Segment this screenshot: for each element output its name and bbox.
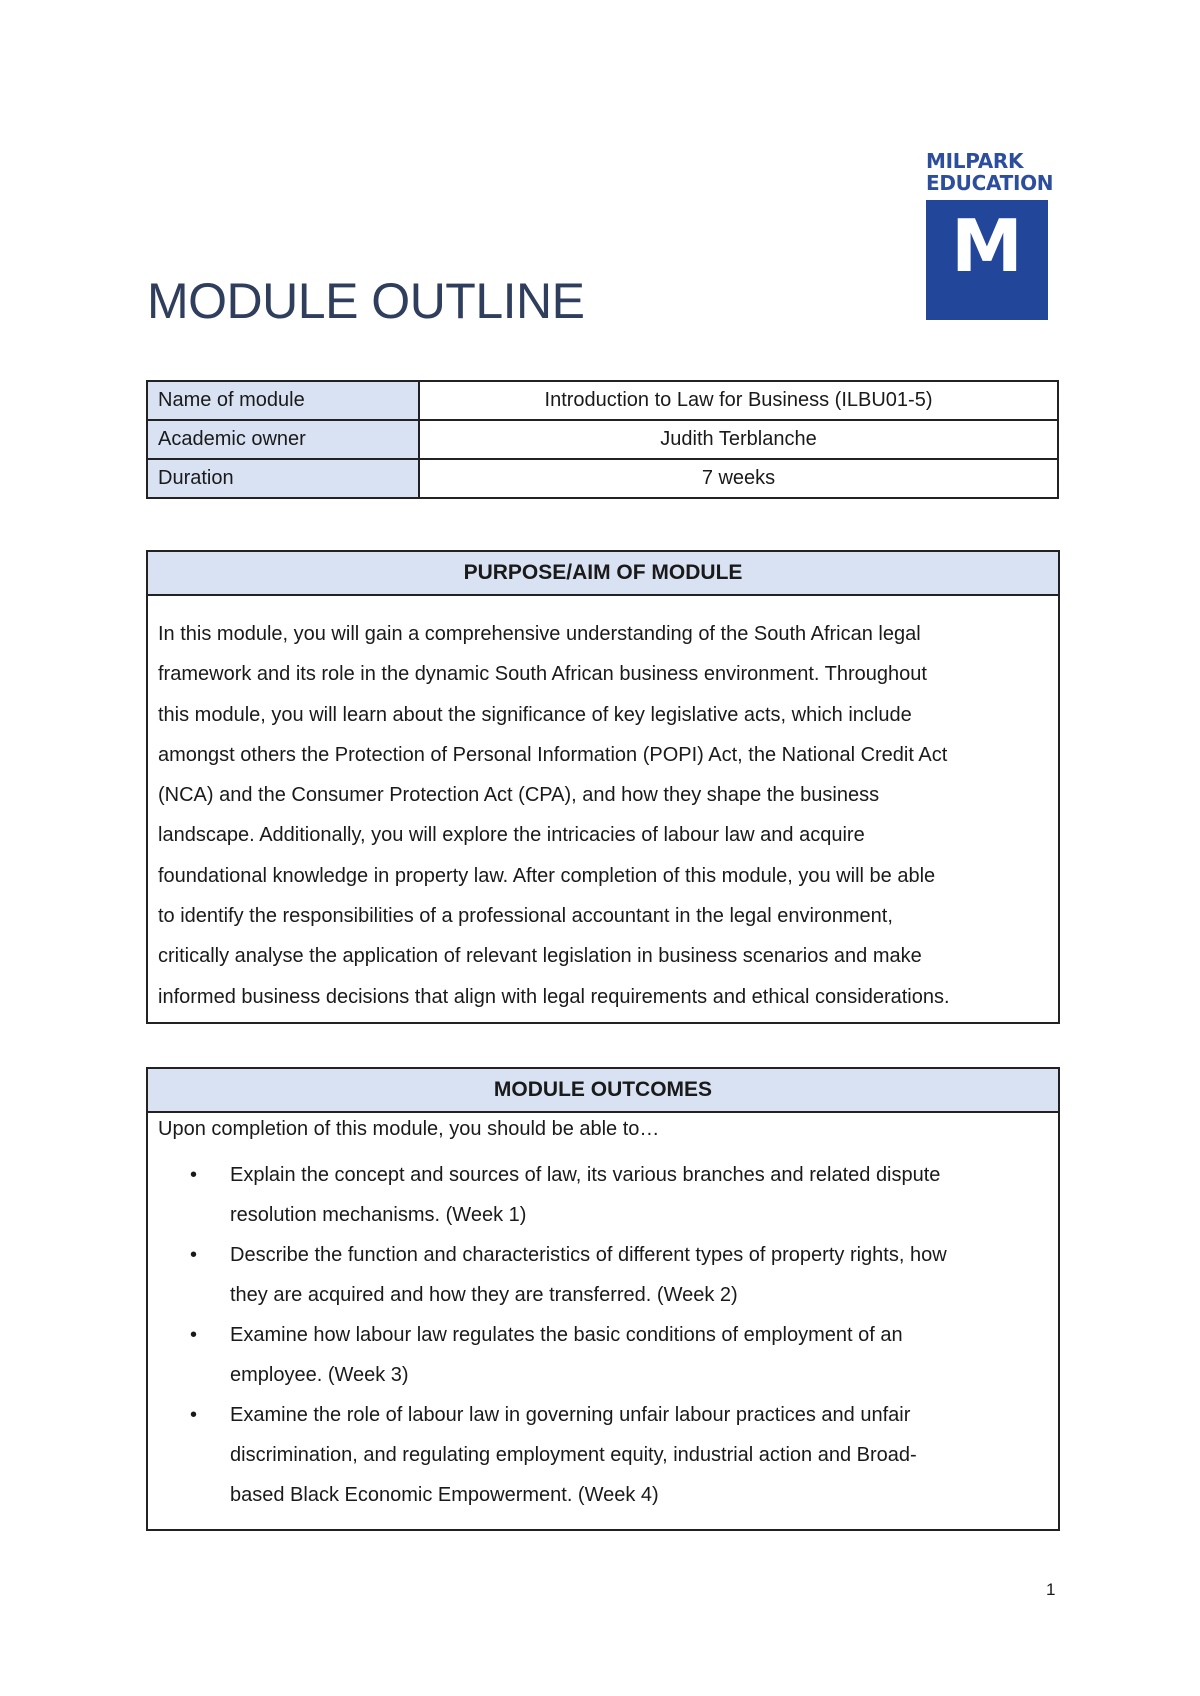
logo-line2: EDUCATION — [926, 171, 1054, 195]
info-value: 7 weeks — [419, 459, 1058, 498]
outcome-line: they are acquired and how they are transferred. (Week 2) — [230, 1284, 738, 1306]
page-number: 1 — [1046, 1580, 1056, 1599]
logo-mark — [926, 200, 1048, 320]
logo-line1: MILPARK — [926, 149, 1024, 173]
outcomes-heading: MODULE OUTCOMES — [148, 1069, 1058, 1113]
purpose-section — [146, 550, 1060, 1024]
outcome-line: discrimination, and regulating employment equity, industrial action and Broad- — [230, 1444, 917, 1466]
purpose-line: amongst others the Protection of Personal Information (POPI) Act, the National Credit Act — [158, 743, 948, 766]
purpose-line: framework and its role in the dynamic South African business environment. Throughout — [158, 663, 927, 686]
outcomes-section — [146, 1067, 1060, 1531]
purpose-line: informed business decisions that align with legal requirements and ethical considerations. — [158, 985, 950, 1008]
bullet-icon: • — [190, 1164, 198, 1186]
purpose-line: to identify the responsibilities of a professional accountant in the legal environment, — [158, 905, 893, 928]
list-item — [190, 1235, 1048, 1315]
purpose-line: (NCA) and the Consumer Protection Act (CPA), and how they shape the business — [158, 784, 880, 807]
outcomes-intro: Upon completion of this module, you should be able to… — [158, 1118, 660, 1140]
table-row — [147, 381, 1058, 420]
outcome-line: Explain the concept and sources of law, its various branches and related dispute — [230, 1164, 941, 1186]
outcome-line: based Black Economic Empowerment. (Week 4) — [230, 1484, 659, 1506]
bullet-icon: • — [190, 1244, 198, 1266]
info-label: Name of module — [147, 381, 419, 420]
module-info-table — [146, 380, 1059, 499]
list-item — [190, 1315, 1048, 1395]
purpose-line: critically analyse the application of relevant legislation in business scenarios and make — [158, 945, 922, 968]
purpose-line: In this module, you will gain a comprehensive understanding of the South African legal — [158, 623, 921, 645]
list-item — [190, 1395, 1048, 1515]
outcome-line: Examine the role of labour law in governing unfair labour practices and unfair — [230, 1404, 911, 1426]
outcome-line: employee. (Week 3) — [230, 1364, 409, 1386]
info-value: Judith Terblanche — [419, 420, 1058, 459]
outcome-line: Describe the function and characteristics of different types of property rights, how — [230, 1244, 947, 1266]
list-item — [190, 1155, 1048, 1235]
info-label: Duration — [147, 459, 419, 498]
info-value: Introduction to Law for Business (ILBU01-5) — [419, 381, 1058, 420]
bullet-icon: • — [190, 1324, 198, 1346]
bullet-icon: • — [190, 1404, 198, 1426]
table-row — [147, 459, 1058, 498]
purpose-line: foundational knowledge in property law. After completion of this module, you will be able — [158, 864, 936, 887]
table-row — [147, 420, 1058, 459]
outcomes-list — [148, 1147, 1058, 1515]
purpose-line: this module, you will learn about the significance of key legislative acts, which include — [158, 703, 912, 726]
milpark-logo — [926, 149, 1054, 320]
purpose-heading: PURPOSE/AIM OF MODULE — [148, 552, 1058, 596]
purpose-text — [148, 596, 1058, 1017]
logo-mark-letter: M — [951, 204, 1023, 288]
purpose-line: landscape. Additionally, you will explore the intricacies of labour law and acquire — [158, 824, 865, 847]
outcome-line: Examine how labour law regulates the basic conditions of employment of an — [230, 1324, 903, 1346]
info-label: Academic owner — [147, 420, 419, 459]
outcome-line: resolution mechanisms. (Week 1) — [230, 1204, 527, 1226]
page-title: MODULE OUTLINE — [147, 273, 585, 329]
